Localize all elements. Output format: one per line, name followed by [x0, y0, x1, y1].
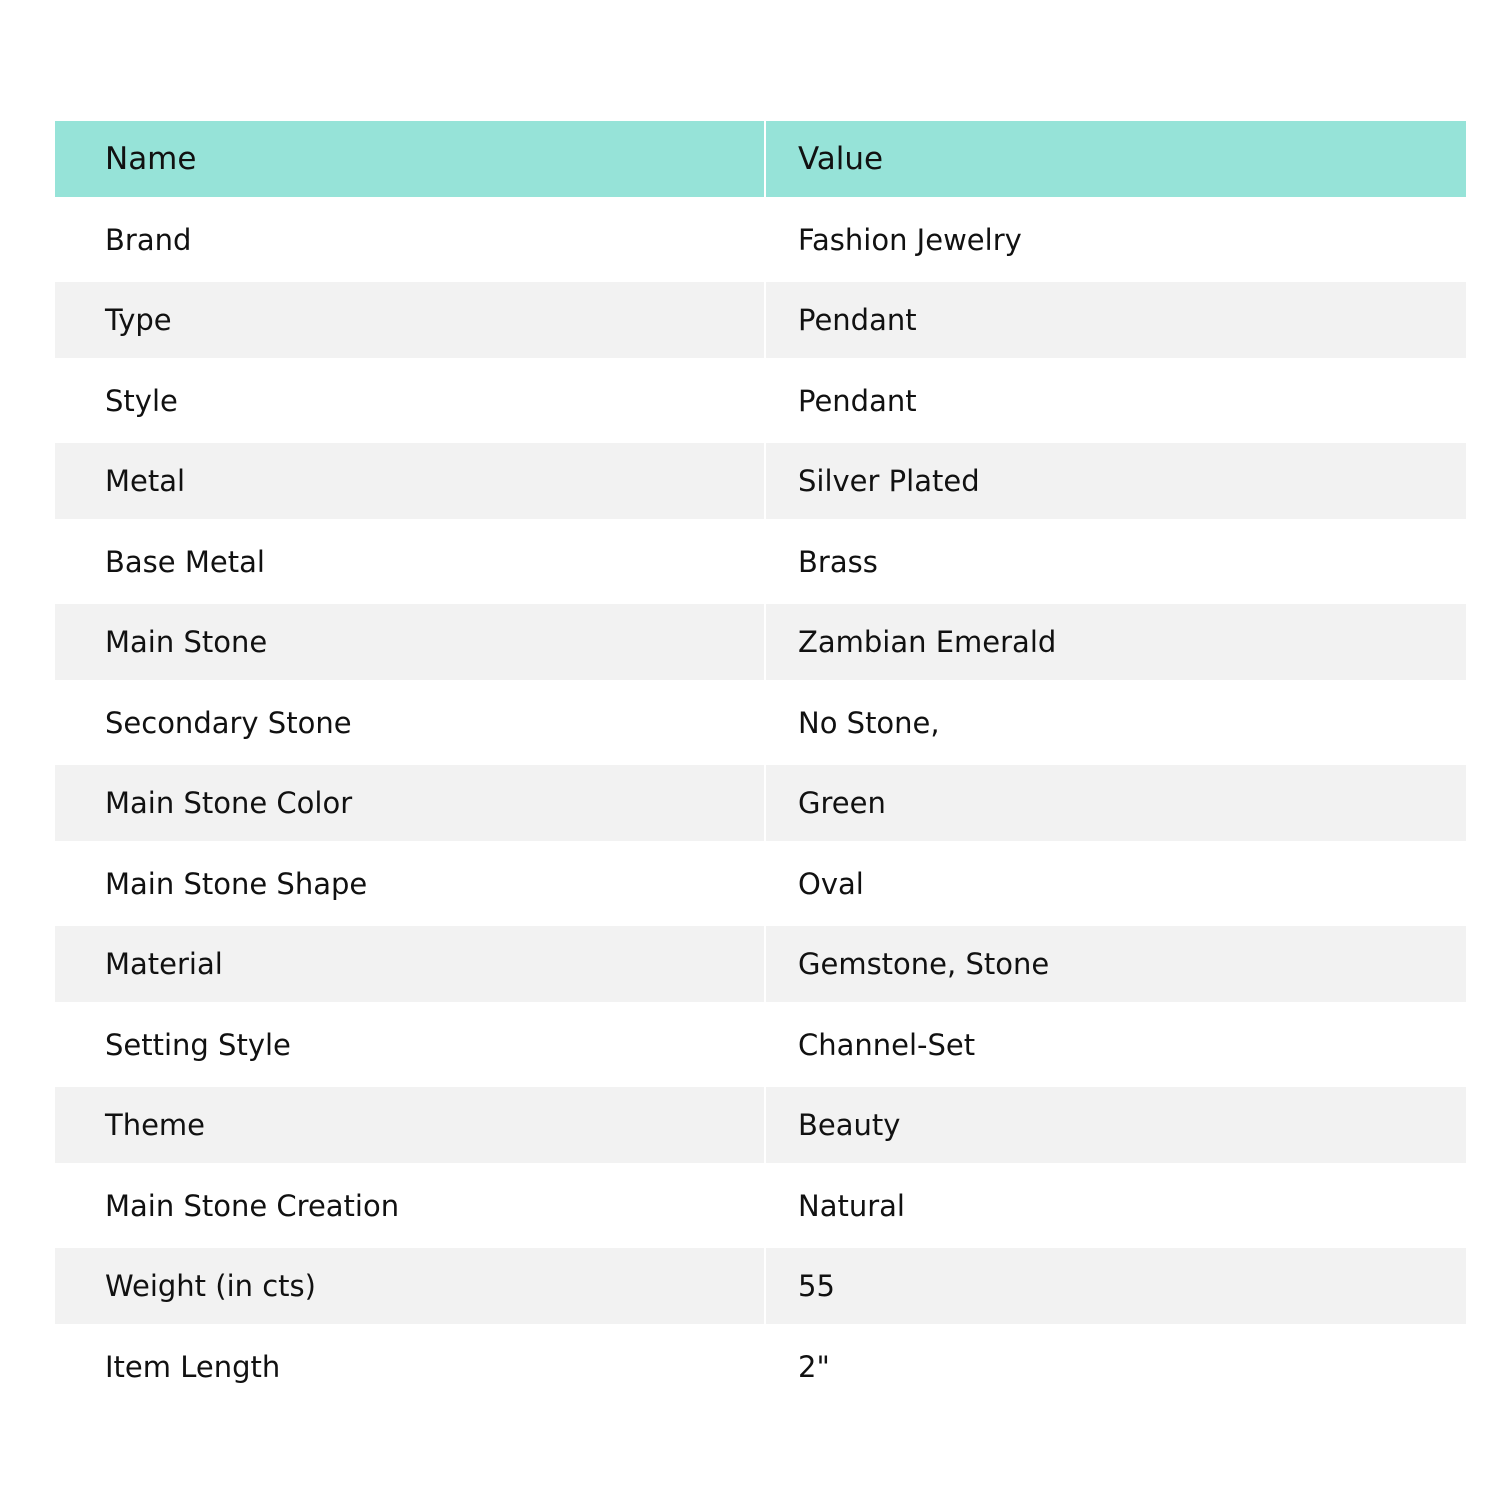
product-spec-table	[55, 121, 1466, 1409]
row-value-cell: Channel-Set	[798, 1027, 976, 1062]
table-row	[55, 197, 1466, 282]
row-value-cell: 2"	[798, 1349, 830, 1384]
row-value-cell: Oval	[798, 866, 864, 901]
table-row	[55, 358, 1466, 443]
column-header-value: Value	[766, 121, 1466, 197]
row-name-cell: Brand	[55, 197, 766, 282]
row-name-cell: Type	[55, 282, 766, 358]
table-row	[55, 765, 1466, 841]
table-row	[55, 1248, 1466, 1324]
row-value-cell: Silver Plated	[766, 443, 1466, 519]
row-name-cell: Main Stone	[55, 604, 766, 680]
row-value-cell: Fashion Jewelry	[798, 222, 1022, 257]
row-value-cell: Pendant	[798, 383, 917, 418]
row-value-cell: Beauty	[766, 1087, 1466, 1163]
row-value-cell: Pendant	[766, 282, 1466, 358]
table-body	[55, 197, 1466, 1409]
row-name-cell: Main Stone Creation	[55, 1163, 766, 1248]
table-row	[55, 1324, 1466, 1409]
table-header	[55, 121, 1466, 197]
row-name-cell: Base Metal	[55, 519, 766, 604]
row-name-cell: Secondary Stone	[55, 680, 766, 765]
table-row	[55, 680, 1466, 765]
row-value-cell: Natural	[798, 1188, 905, 1223]
table-row	[55, 1087, 1466, 1163]
row-name-cell: Main Stone Shape	[55, 841, 766, 926]
table-row	[55, 1163, 1466, 1248]
table-row	[55, 841, 1466, 926]
row-name-cell: Main Stone Color	[55, 765, 766, 841]
row-value-cell: 55	[766, 1248, 1466, 1324]
row-name-cell: Material	[55, 926, 766, 1002]
row-name-cell: Weight (in cts)	[55, 1248, 766, 1324]
row-name-cell: Setting Style	[55, 1002, 766, 1087]
table-row	[55, 443, 1466, 519]
table-row	[55, 604, 1466, 680]
table-header-row	[55, 121, 1466, 197]
row-value-cell: No Stone,	[798, 705, 940, 740]
row-name-cell: Metal	[55, 443, 766, 519]
table-row	[55, 282, 1466, 358]
row-name-cell: Item Length	[55, 1324, 766, 1409]
row-name-cell: Style	[55, 358, 766, 443]
row-name-cell: Theme	[55, 1087, 766, 1163]
column-header-name: Name	[55, 121, 766, 197]
row-value-cell: Brass	[798, 544, 878, 579]
table-row	[55, 519, 1466, 604]
table-row	[55, 926, 1466, 1002]
row-value-cell: Green	[766, 765, 1466, 841]
table-row	[55, 1002, 1466, 1087]
row-value-cell: Gemstone, Stone	[766, 926, 1466, 1002]
row-value-cell: Zambian Emerald	[766, 604, 1466, 680]
